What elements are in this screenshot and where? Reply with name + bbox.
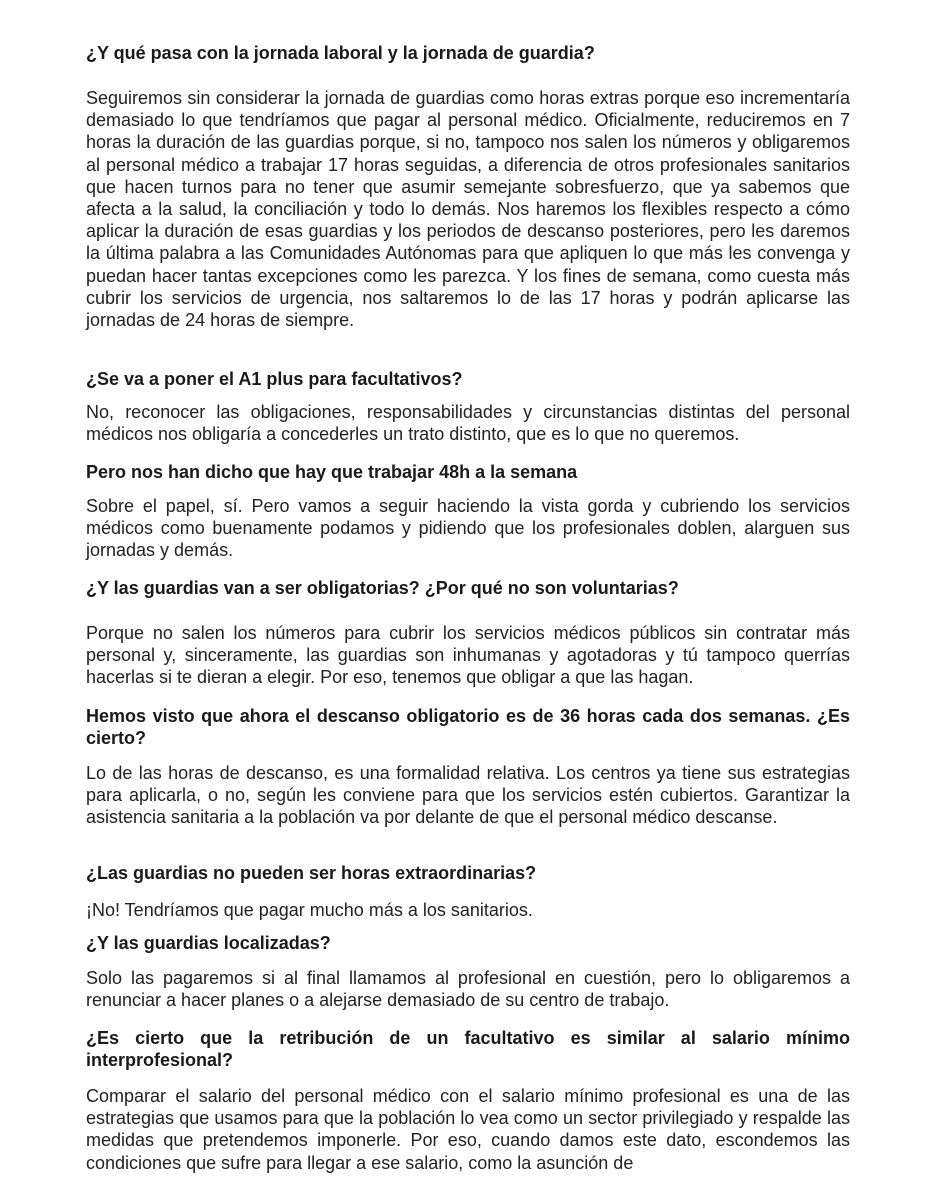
faq-question: ¿Y las guardias van a ser obligatorias? ¿Por qué no son voluntarias? <box>86 578 679 598</box>
faq-question: ¿Y las guardias localizadas? <box>86 933 331 953</box>
faq-question: ¿Se va a poner el A1 plus para facultativos? <box>86 369 463 389</box>
faq-answer: Sobre el papel, sí. Pero vamos a seguir haciendo la vista gorda y cubriendo los servicios médicos como buenamente podamos y pidiendo que los profesionales doblen, alarguen sus jornadas y demás. <box>86 496 850 561</box>
faq-answer: Seguiremos sin considerar la jornada de guardias como horas extras porque eso incrementaría demasiado lo que tendríamos que pagar al personal médico. Oficialmente, reduciremos en 7 horas la duración de las guardias porque, si no, tampoco nos salen los números y obligaremos al personal médico a trabajar 17 horas seguidas, a diferencia de otros profesionales sanitarios que hacen turnos para no tener que asumir semejante sobresfuerzo, que ya sabemos que afecta a la salud, la conciliación y todo lo demás. Nos haremos los flexibles respecto a cómo aplicar la duración de esas guardias y los periodos de descanso posteriores, pero les daremos la última palabra a las Comunidades Autónomas para que apliquen lo que más les convenga y puedan hacer tantas excepciones como les parezca. Y los fines de semana, como cuesta más cubrir los servicios de urgencia, nos saltaremos lo de las 17 horas y podrán aplicarse las jornadas de 24 horas de siempre. <box>86 88 850 331</box>
faq-answer: Comparar el salario del personal médico con el salario mínimo profesional es una de las estrategias que usamos para que la población lo vea como un sector privilegiado y respalde las medidas que pretendemos imponerle. Por eso, cuando damos este dato, escondemos las condiciones que sufre para llegar a ese salario, como la asunción de <box>86 1086 850 1173</box>
faq-question: ¿Es cierto que la retribución de un facultativo es similar al salario mínimo interprofesional? <box>86 1028 850 1070</box>
faq-question: Pero nos han dicho que hay que trabajar 48h a la semana <box>86 462 578 482</box>
faq-answer: Lo de las horas de descanso, es una formalidad relativa. Los centros ya tiene sus estrategias para aplicarla, o no, según les conviene para que los servicios estén cubiertos. Garantizar la asistencia sanitaria a la población va por delante de que el personal médico descanse. <box>86 763 850 828</box>
faq-answer: No, reconocer las obligaciones, responsabilidades y circunstancias distintas del personal médicos nos obligaría a concederles un trato distinto, que es lo que no queremos. <box>86 402 850 445</box>
page-bottom-edge <box>0 1186 937 1200</box>
faq-answer: Solo las pagaremos si al final llamamos al profesional en cuestión, pero lo obligaremos a renunciar a hacer planes o a alejarse demasiado de su centro de trabajo. <box>86 968 850 1011</box>
faq-question: ¿Las guardias no pueden ser horas extraordinarias? <box>86 863 537 883</box>
faq-question: Hemos visto que ahora el descanso obligatorio es de 36 horas cada dos semanas. ¿Es cierto? <box>86 706 850 748</box>
faq-answer: ¡No! Tendríamos que pagar mucho más a los sanitarios. <box>86 900 533 920</box>
faq-answer: Porque no salen los números para cubrir los servicios médicos públicos sin contratar más personal y, sinceramente, las guardias son inhumanas y agotadoras y tú tampoco querrías hacerlas si te dieran a elegir. Por eso, tenemos que obligar a que las hagan. <box>86 623 850 688</box>
faq-question: ¿Y qué pasa con la jornada laboral y la jornada de guardia? <box>86 43 595 63</box>
